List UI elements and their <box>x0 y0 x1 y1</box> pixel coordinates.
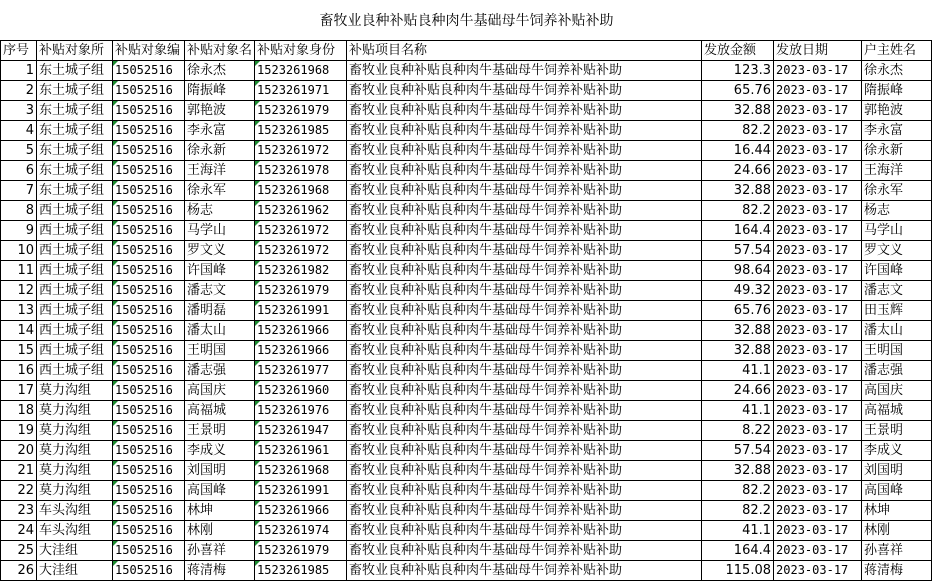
cell-amount[interactable]: 24.66 <box>702 381 774 401</box>
cell-project[interactable]: 畜牧业良种补贴良种肉牛基础母牛饲养补贴补助 <box>347 481 702 501</box>
cell-name[interactable]: 潘明磊 <box>185 301 255 321</box>
header-cell-id-number[interactable]: 补贴对象身份 <box>255 41 347 61</box>
cell-code[interactable]: 15052516 <box>113 241 185 261</box>
cell-index[interactable]: 9 <box>1 221 37 241</box>
cell-location[interactable]: 西土城子组 <box>37 261 113 281</box>
cell-date[interactable]: 2023-03-17 <box>774 161 862 181</box>
cell-name[interactable]: 刘国明 <box>185 461 255 481</box>
cell-amount[interactable]: 24.66 <box>702 161 774 181</box>
cell-householder[interactable]: 高福城 <box>862 401 932 421</box>
cell-code[interactable]: 15052516 <box>113 81 185 101</box>
cell-amount[interactable]: 98.64 <box>702 261 774 281</box>
cell-date[interactable]: 2023-03-17 <box>774 381 862 401</box>
cell-id-number[interactable]: 1523261978 <box>255 161 347 181</box>
table-row <box>1 321 932 341</box>
cell-id-number[interactable]: 1523261979 <box>255 281 347 301</box>
cell-project[interactable]: 畜牧业良种补贴良种肉牛基础母牛饲养补贴补助 <box>347 141 702 161</box>
cell-name[interactable]: 马学山 <box>185 221 255 241</box>
cell-name[interactable]: 潘志强 <box>185 361 255 381</box>
cell-householder[interactable]: 马学山 <box>862 221 932 241</box>
table-row <box>1 181 932 201</box>
cell-amount[interactable]: 32.88 <box>702 321 774 341</box>
cell-name[interactable]: 王海洋 <box>185 161 255 181</box>
cell-code[interactable]: 15052516 <box>113 61 185 81</box>
cell-id-number[interactable]: 1523261966 <box>255 321 347 341</box>
table-row <box>1 221 932 241</box>
cell-amount[interactable]: 82.2 <box>702 121 774 141</box>
table-row <box>1 241 932 261</box>
cell-project[interactable]: 畜牧业良种补贴良种肉牛基础母牛饲养补贴补助 <box>347 241 702 261</box>
cell-householder[interactable]: 徐永新 <box>862 141 932 161</box>
table-row <box>1 421 932 441</box>
cell-index[interactable]: 23 <box>1 501 37 521</box>
cell-location[interactable]: 西土城子组 <box>37 301 113 321</box>
cell-code[interactable]: 15052516 <box>113 521 185 541</box>
cell-project[interactable]: 畜牧业良种补贴良种肉牛基础母牛饲养补贴补助 <box>347 341 702 361</box>
cell-date[interactable]: 2023-03-17 <box>774 301 862 321</box>
table-row <box>1 121 932 141</box>
cell-index[interactable]: 13 <box>1 301 37 321</box>
cell-code[interactable]: 15052516 <box>113 441 185 461</box>
table-row <box>1 101 932 121</box>
cell-date[interactable]: 2023-03-17 <box>774 441 862 461</box>
table-row <box>1 141 932 161</box>
cell-project[interactable]: 畜牧业良种补贴良种肉牛基础母牛饲养补贴补助 <box>347 561 702 581</box>
cell-code[interactable]: 15052516 <box>113 201 185 221</box>
cell-code[interactable]: 15052516 <box>113 101 185 121</box>
cell-id-number[interactable]: 1523261962 <box>255 201 347 221</box>
cell-index[interactable]: 1 <box>1 61 37 81</box>
cell-name[interactable]: 隋振峰 <box>185 81 255 101</box>
cell-code[interactable]: 15052516 <box>113 281 185 301</box>
cell-location[interactable]: 莫力沟组 <box>37 381 113 401</box>
cell-index[interactable]: 17 <box>1 381 37 401</box>
cell-householder[interactable]: 隋振峰 <box>862 81 932 101</box>
cell-amount[interactable]: 32.88 <box>702 181 774 201</box>
cell-project[interactable]: 畜牧业良种补贴良种肉牛基础母牛饲养补贴补助 <box>347 401 702 421</box>
cell-name[interactable]: 王明国 <box>185 341 255 361</box>
cell-name[interactable]: 徐永新 <box>185 141 255 161</box>
cell-location[interactable]: 西土城子组 <box>37 241 113 261</box>
cell-householder[interactable]: 李成义 <box>862 441 932 461</box>
cell-id-number[interactable]: 1523261979 <box>255 541 347 561</box>
cell-date[interactable]: 2023-03-17 <box>774 481 862 501</box>
cell-location[interactable]: 东土城子组 <box>37 81 113 101</box>
cell-amount[interactable]: 41.1 <box>702 361 774 381</box>
cell-id-number[interactable]: 1523261979 <box>255 101 347 121</box>
cell-project[interactable]: 畜牧业良种补贴良种肉牛基础母牛饲养补贴补助 <box>347 201 702 221</box>
cell-name[interactable]: 徐永杰 <box>185 61 255 81</box>
cell-date[interactable]: 2023-03-17 <box>774 141 862 161</box>
cell-date[interactable]: 2023-03-17 <box>774 181 862 201</box>
cell-project[interactable]: 畜牧业良种补贴良种肉牛基础母牛饲养补贴补助 <box>347 101 702 121</box>
cell-name[interactable]: 潘志文 <box>185 281 255 301</box>
cell-location[interactable]: 西土城子组 <box>37 361 113 381</box>
cell-date[interactable]: 2023-03-17 <box>774 421 862 441</box>
cell-location[interactable]: 东土城子组 <box>37 181 113 201</box>
cell-location[interactable]: 莫力沟组 <box>37 481 113 501</box>
table-row <box>1 461 932 481</box>
table-row <box>1 361 932 381</box>
cell-householder[interactable]: 高国峰 <box>862 481 932 501</box>
table-row <box>1 561 932 581</box>
cell-householder[interactable]: 郭艳波 <box>862 101 932 121</box>
cell-index[interactable]: 21 <box>1 461 37 481</box>
cell-code[interactable]: 15052516 <box>113 401 185 421</box>
cell-date[interactable]: 2023-03-17 <box>774 101 862 121</box>
cell-amount[interactable]: 32.88 <box>702 341 774 361</box>
cell-householder[interactable]: 蒋清梅 <box>862 561 932 581</box>
cell-index[interactable]: 15 <box>1 341 37 361</box>
cell-householder[interactable]: 潘志强 <box>862 361 932 381</box>
cell-date[interactable]: 2023-03-17 <box>774 61 862 81</box>
cell-location[interactable]: 西土城子组 <box>37 281 113 301</box>
cell-project[interactable]: 畜牧业良种补贴良种肉牛基础母牛饲养补贴补助 <box>347 261 702 281</box>
cell-project[interactable]: 畜牧业良种补贴良种肉牛基础母牛饲养补贴补助 <box>347 121 702 141</box>
cell-location[interactable]: 大洼组 <box>37 561 113 581</box>
cell-index[interactable]: 4 <box>1 121 37 141</box>
cell-code[interactable]: 15052516 <box>113 541 185 561</box>
cell-id-number[interactable]: 1523261974 <box>255 521 347 541</box>
cell-amount[interactable]: 41.1 <box>702 521 774 541</box>
cell-amount[interactable]: 82.2 <box>702 201 774 221</box>
cell-index[interactable]: 14 <box>1 321 37 341</box>
cell-id-number[interactable]: 1523261991 <box>255 481 347 501</box>
header-cell-date[interactable]: 发放日期 <box>774 41 862 61</box>
table-row <box>1 281 932 301</box>
header-cell-name[interactable]: 补贴对象名 <box>185 41 255 61</box>
cell-id-number[interactable]: 1523261968 <box>255 61 347 81</box>
cell-project[interactable]: 畜牧业良种补贴良种肉牛基础母牛饲养补贴补助 <box>347 381 702 401</box>
cell-name[interactable]: 高国庆 <box>185 381 255 401</box>
cell-location[interactable]: 莫力沟组 <box>37 441 113 461</box>
cell-code[interactable]: 15052516 <box>113 461 185 481</box>
cell-code[interactable]: 15052516 <box>113 361 185 381</box>
table-row <box>1 301 932 321</box>
cell-name[interactable]: 孙喜祥 <box>185 541 255 561</box>
cell-date[interactable]: 2023-03-17 <box>774 521 862 541</box>
header-cell-location[interactable]: 补贴对象所 <box>37 41 113 61</box>
cell-name[interactable]: 杨志 <box>185 201 255 221</box>
cell-project[interactable]: 畜牧业良种补贴良种肉牛基础母牛饲养补贴补助 <box>347 221 702 241</box>
table-row <box>1 201 932 221</box>
header-cell-householder[interactable]: 户主姓名 <box>862 41 932 61</box>
cell-index[interactable]: 7 <box>1 181 37 201</box>
header-cell-project[interactable]: 补贴项目名称 <box>347 41 702 61</box>
cell-amount[interactable]: 82.2 <box>702 501 774 521</box>
subsidy-table <box>0 40 932 581</box>
cell-code[interactable]: 15052516 <box>113 221 185 241</box>
cell-index[interactable]: 18 <box>1 401 37 421</box>
cell-code[interactable]: 15052516 <box>113 321 185 341</box>
header-cell-index[interactable]: 序号 <box>1 41 37 61</box>
cell-id-number[interactable]: 1523261961 <box>255 441 347 461</box>
cell-date[interactable]: 2023-03-17 <box>774 81 862 101</box>
table-row <box>1 501 932 521</box>
cell-householder[interactable]: 李永富 <box>862 121 932 141</box>
cell-name[interactable]: 许国峰 <box>185 261 255 281</box>
cell-name[interactable]: 高国峰 <box>185 481 255 501</box>
cell-index[interactable]: 22 <box>1 481 37 501</box>
cell-location[interactable]: 莫力沟组 <box>37 461 113 481</box>
cell-location[interactable]: 莫力沟组 <box>37 401 113 421</box>
cell-name[interactable]: 林刚 <box>185 521 255 541</box>
cell-project[interactable]: 畜牧业良种补贴良种肉牛基础母牛饲养补贴补助 <box>347 321 702 341</box>
cell-householder[interactable]: 王景明 <box>862 421 932 441</box>
cell-date[interactable]: 2023-03-17 <box>774 501 862 521</box>
cell-index[interactable]: 8 <box>1 201 37 221</box>
table-row <box>1 541 932 561</box>
cell-project[interactable]: 畜牧业良种补贴良种肉牛基础母牛饲养补贴补助 <box>347 81 702 101</box>
cell-date[interactable]: 2023-03-17 <box>774 121 862 141</box>
cell-index[interactable]: 6 <box>1 161 37 181</box>
cell-location[interactable]: 车头沟组 <box>37 521 113 541</box>
cell-project[interactable]: 畜牧业良种补贴良种肉牛基础母牛饲养补贴补助 <box>347 281 702 301</box>
cell-date[interactable]: 2023-03-17 <box>774 361 862 381</box>
cell-location[interactable]: 西土城子组 <box>37 201 113 221</box>
cell-project[interactable]: 畜牧业良种补贴良种肉牛基础母牛饲养补贴补助 <box>347 521 702 541</box>
cell-amount[interactable]: 82.2 <box>702 481 774 501</box>
cell-householder[interactable]: 田玉辉 <box>862 301 932 321</box>
table-row <box>1 481 932 501</box>
cell-householder[interactable]: 林刚 <box>862 521 932 541</box>
cell-id-number[interactable]: 1523261972 <box>255 221 347 241</box>
cell-householder[interactable]: 许国峰 <box>862 261 932 281</box>
cell-id-number[interactable]: 1523261985 <box>255 561 347 581</box>
cell-index[interactable]: 2 <box>1 81 37 101</box>
cell-amount[interactable]: 41.1 <box>702 401 774 421</box>
cell-amount[interactable]: 164.4 <box>702 221 774 241</box>
cell-amount[interactable]: 57.54 <box>702 441 774 461</box>
cell-index[interactable]: 16 <box>1 361 37 381</box>
cell-amount[interactable]: 49.32 <box>702 281 774 301</box>
cell-index[interactable]: 12 <box>1 281 37 301</box>
cell-index[interactable]: 5 <box>1 141 37 161</box>
cell-id-number[interactable]: 1523261968 <box>255 181 347 201</box>
cell-location[interactable]: 东土城子组 <box>37 141 113 161</box>
cell-date[interactable]: 2023-03-17 <box>774 461 862 481</box>
cell-location[interactable]: 莫力沟组 <box>37 421 113 441</box>
cell-location[interactable]: 东土城子组 <box>37 161 113 181</box>
cell-project[interactable]: 畜牧业良种补贴良种肉牛基础母牛饲养补贴补助 <box>347 361 702 381</box>
table-row <box>1 401 932 421</box>
cell-code[interactable]: 15052516 <box>113 161 185 181</box>
cell-amount[interactable]: 65.76 <box>702 301 774 321</box>
cell-code[interactable]: 15052516 <box>113 381 185 401</box>
cell-householder[interactable]: 潘太山 <box>862 321 932 341</box>
header-cell-amount[interactable]: 发放金额 <box>702 41 774 61</box>
cell-amount[interactable]: 65.76 <box>702 81 774 101</box>
cell-amount[interactable]: 57.54 <box>702 241 774 261</box>
cell-amount[interactable]: 115.08 <box>702 561 774 581</box>
cell-name[interactable]: 郭艳波 <box>185 101 255 121</box>
cell-id-number[interactable]: 1523261972 <box>255 141 347 161</box>
cell-code[interactable]: 15052516 <box>113 341 185 361</box>
cell-location[interactable]: 东土城子组 <box>37 121 113 141</box>
cell-location[interactable]: 车头沟组 <box>37 501 113 521</box>
cell-householder[interactable]: 孙喜祥 <box>862 541 932 561</box>
cell-date[interactable]: 2023-03-17 <box>774 341 862 361</box>
cell-index[interactable]: 10 <box>1 241 37 261</box>
cell-date[interactable]: 2023-03-17 <box>774 321 862 341</box>
cell-id-number[interactable]: 1523261985 <box>255 121 347 141</box>
cell-location[interactable]: 大洼组 <box>37 541 113 561</box>
cell-index[interactable]: 11 <box>1 261 37 281</box>
cell-project[interactable]: 畜牧业良种补贴良种肉牛基础母牛饲养补贴补助 <box>347 61 702 81</box>
cell-location[interactable]: 东土城子组 <box>37 61 113 81</box>
cell-date[interactable]: 2023-03-17 <box>774 401 862 421</box>
cell-date[interactable]: 2023-03-17 <box>774 241 862 261</box>
cell-date[interactable]: 2023-03-17 <box>774 221 862 241</box>
cell-index[interactable]: 24 <box>1 521 37 541</box>
cell-location[interactable]: 东土城子组 <box>37 101 113 121</box>
cell-index[interactable]: 26 <box>1 561 37 581</box>
cell-code[interactable]: 15052516 <box>113 301 185 321</box>
cell-date[interactable]: 2023-03-17 <box>774 541 862 561</box>
cell-date[interactable]: 2023-03-17 <box>774 281 862 301</box>
cell-householder[interactable]: 王海洋 <box>862 161 932 181</box>
cell-amount[interactable]: 32.88 <box>702 101 774 121</box>
cell-amount[interactable]: 8.22 <box>702 421 774 441</box>
cell-householder[interactable]: 王明国 <box>862 341 932 361</box>
cell-name[interactable]: 蒋清梅 <box>185 561 255 581</box>
cell-index[interactable]: 19 <box>1 421 37 441</box>
cell-date[interactable]: 2023-03-17 <box>774 561 862 581</box>
cell-id-number[interactable]: 1523261966 <box>255 501 347 521</box>
table-row <box>1 341 932 361</box>
cell-name[interactable]: 李永富 <box>185 121 255 141</box>
cell-code[interactable]: 15052516 <box>113 261 185 281</box>
cell-householder[interactable]: 杨志 <box>862 201 932 221</box>
cell-date[interactable]: 2023-03-17 <box>774 201 862 221</box>
cell-id-number[interactable]: 1523261968 <box>255 461 347 481</box>
cell-id-number[interactable]: 1523261972 <box>255 241 347 261</box>
cell-name[interactable]: 李成义 <box>185 441 255 461</box>
table-row <box>1 81 932 101</box>
cell-index[interactable]: 20 <box>1 441 37 461</box>
cell-id-number[interactable]: 1523261982 <box>255 261 347 281</box>
cell-code[interactable]: 15052516 <box>113 501 185 521</box>
cell-householder[interactable]: 刘国明 <box>862 461 932 481</box>
cell-code[interactable]: 15052516 <box>113 141 185 161</box>
cell-code[interactable]: 15052516 <box>113 481 185 501</box>
table-row <box>1 521 932 541</box>
cell-name[interactable]: 潘太山 <box>185 321 255 341</box>
cell-id-number[interactable]: 1523261991 <box>255 301 347 321</box>
cell-index[interactable]: 25 <box>1 541 37 561</box>
cell-code[interactable]: 15052516 <box>113 181 185 201</box>
cell-householder[interactable]: 高国庆 <box>862 381 932 401</box>
cell-householder[interactable]: 林坤 <box>862 501 932 521</box>
table-row <box>1 61 932 81</box>
cell-location[interactable]: 西土城子组 <box>37 321 113 341</box>
cell-id-number[interactable]: 1523261966 <box>255 341 347 361</box>
cell-amount[interactable]: 16.44 <box>702 141 774 161</box>
cell-name[interactable]: 高福城 <box>185 401 255 421</box>
table-row <box>1 161 932 181</box>
cell-householder[interactable]: 罗文义 <box>862 241 932 261</box>
table-row <box>1 261 932 281</box>
sheet-title: 畜牧业良种补贴良种肉牛基础母牛饲养补贴补助 <box>319 13 614 29</box>
table-row <box>1 381 932 401</box>
cell-householder[interactable]: 徐永杰 <box>862 61 932 81</box>
cell-amount[interactable]: 123.3 <box>702 61 774 81</box>
cell-project[interactable]: 畜牧业良种补贴良种肉牛基础母牛饲养补贴补助 <box>347 441 702 461</box>
cell-id-number[interactable]: 1523261947 <box>255 421 347 441</box>
cell-name[interactable]: 林坤 <box>185 501 255 521</box>
cell-name[interactable]: 徐永军 <box>185 181 255 201</box>
cell-amount[interactable]: 164.4 <box>702 541 774 561</box>
cell-householder[interactable]: 徐永军 <box>862 181 932 201</box>
cell-project[interactable]: 畜牧业良种补贴良种肉牛基础母牛饲养补贴补助 <box>347 161 702 181</box>
cell-project[interactable]: 畜牧业良种补贴良种肉牛基础母牛饲养补贴补助 <box>347 181 702 201</box>
cell-name[interactable]: 罗文义 <box>185 241 255 261</box>
cell-id-number[interactable]: 1523261971 <box>255 81 347 101</box>
cell-project[interactable]: 畜牧业良种补贴良种肉牛基础母牛饲养补贴补助 <box>347 541 702 561</box>
header-row <box>1 41 932 61</box>
cell-project[interactable]: 畜牧业良种补贴良种肉牛基础母牛饲养补贴补助 <box>347 501 702 521</box>
cell-project[interactable]: 畜牧业良种补贴良种肉牛基础母牛饲养补贴补助 <box>347 301 702 321</box>
cell-code[interactable]: 15052516 <box>113 561 185 581</box>
table-row <box>1 441 932 461</box>
cell-id-number[interactable]: 1523261960 <box>255 381 347 401</box>
cell-location[interactable]: 西土城子组 <box>37 341 113 361</box>
cell-name[interactable]: 王景明 <box>185 421 255 441</box>
cell-code[interactable]: 15052516 <box>113 121 185 141</box>
cell-code[interactable]: 15052516 <box>113 421 185 441</box>
cell-location[interactable]: 西土城子组 <box>37 221 113 241</box>
header-cell-code[interactable]: 补贴对象编 <box>113 41 185 61</box>
cell-date[interactable]: 2023-03-17 <box>774 261 862 281</box>
cell-amount[interactable]: 32.88 <box>702 461 774 481</box>
cell-project[interactable]: 畜牧业良种补贴良种肉牛基础母牛饲养补贴补助 <box>347 421 702 441</box>
cell-index[interactable]: 3 <box>1 101 37 121</box>
cell-id-number[interactable]: 1523261976 <box>255 401 347 421</box>
cell-id-number[interactable]: 1523261977 <box>255 361 347 381</box>
cell-project[interactable]: 畜牧业良种补贴良种肉牛基础母牛饲养补贴补助 <box>347 461 702 481</box>
cell-householder[interactable]: 潘志文 <box>862 281 932 301</box>
